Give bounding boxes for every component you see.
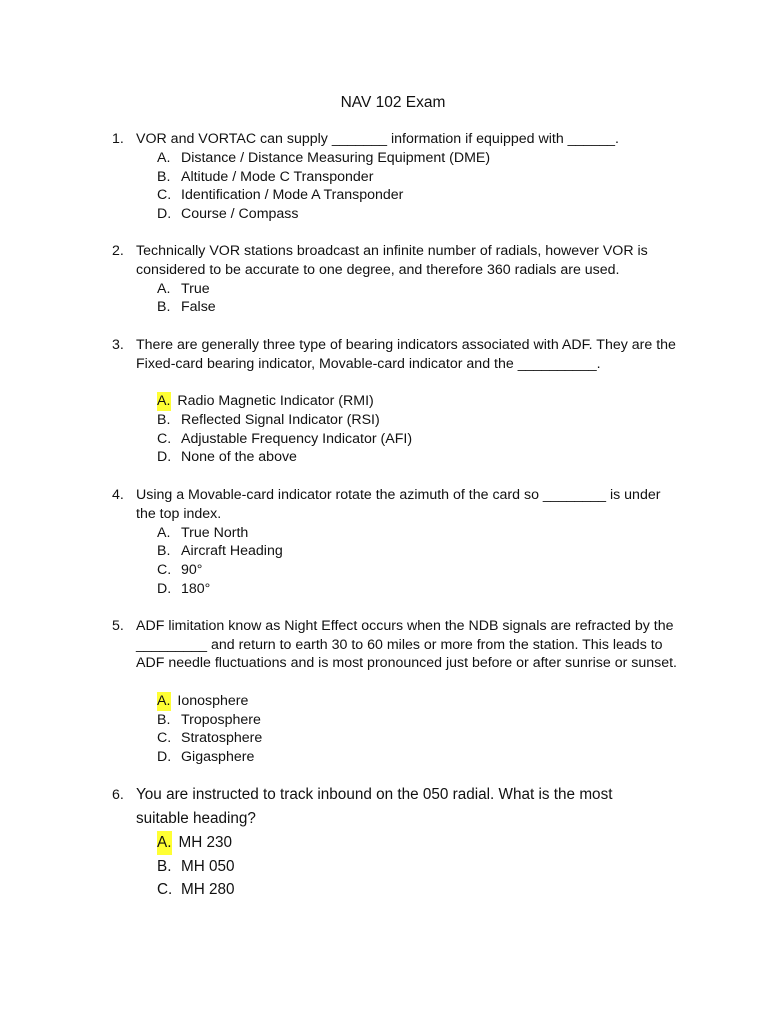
question-number: 4. — [112, 487, 124, 503]
option-a — [157, 149, 490, 168]
option-c — [157, 561, 202, 580]
option-a — [157, 831, 232, 855]
option-text: Identification / Mode A Transponder — [181, 187, 404, 203]
option-d — [157, 748, 254, 767]
option-text: Distance / Distance Measuring Equipment (DME) — [181, 150, 491, 166]
option-text: Reflected Signal Indicator (RSI) — [181, 412, 380, 428]
option-b — [157, 411, 380, 430]
option-d — [157, 448, 297, 467]
option-text: Ionosphere — [177, 693, 249, 709]
option-letter: B. — [157, 543, 171, 559]
option-letter: D. — [157, 580, 172, 597]
option-text: MH 280 — [181, 881, 235, 898]
option-letter: D. — [157, 449, 172, 465]
question-text: There are generally three type of bearing indicators associated with ADF. They are the Fixed-card bearing indicator, Movable-card indicator and the __________. — [136, 337, 676, 372]
option-letter: A. — [157, 693, 171, 709]
option-text: True — [181, 280, 210, 297]
option-text: Course / Compass — [181, 206, 299, 222]
option-text: Adjustable Frequency Indicator (AFI) — [181, 430, 413, 447]
option-text: MH 050 — [181, 857, 235, 875]
option-a — [157, 692, 248, 711]
option-text: MH 230 — [178, 834, 233, 851]
option-letter: B. — [157, 299, 171, 315]
option-b — [157, 298, 216, 317]
option-text: 180° — [181, 580, 211, 597]
option-d — [157, 205, 298, 224]
option-text: Troposphere — [181, 711, 261, 728]
option-c — [157, 729, 262, 748]
question-text: Technically VOR stations broadcast an infinite number of radials, however VOR is considered to be accurate to one degree, and therefore 360 radials are used. — [136, 243, 648, 278]
option-letter: D. — [157, 206, 172, 222]
option-text: True North — [181, 524, 249, 541]
option-b — [157, 168, 373, 187]
option-letter: C. — [157, 730, 172, 746]
option-letter: B. — [157, 168, 171, 185]
option-a — [157, 280, 210, 299]
question-text: Using a Movable-card indicator rotate the azimuth of the card so ________ is under the top index. — [136, 487, 661, 522]
option-letter: C. — [157, 881, 173, 898]
option-d — [157, 580, 210, 599]
option-letter: A. — [157, 393, 171, 409]
option-letter: C. — [157, 430, 172, 447]
option-text: Gigasphere — [181, 749, 255, 765]
option-text: Stratosphere — [181, 730, 263, 746]
question-text: VOR and VORTAC can supply _______ information if equipped with ______. — [136, 131, 619, 147]
option-letter: A. — [157, 150, 171, 166]
option-letter: C. — [157, 187, 172, 203]
question-number: 6. — [112, 787, 124, 803]
question-text: You are instructed to track inbound on the 050 radial. What is the most suitable heading? — [136, 786, 613, 827]
option-text: Aircraft Heading — [181, 543, 283, 559]
option-b — [157, 542, 283, 561]
option-a — [157, 392, 374, 411]
option-text: None of the above — [181, 449, 297, 465]
option-letter: B. — [157, 711, 171, 728]
question-number: 5. — [112, 618, 124, 634]
option-text: False — [181, 299, 216, 315]
option-c — [157, 186, 403, 205]
option-c — [157, 878, 235, 902]
option-b — [157, 855, 235, 879]
option-text: 90° — [181, 562, 203, 578]
option-letter: A. — [157, 831, 172, 855]
option-a — [157, 524, 248, 543]
option-letter: A. — [157, 280, 171, 297]
question-text: ADF limitation know as Night Effect occurs when the NDB signals are refracted by the _________ and return to earth 30 to 60 miles or more from the station. This leads to ADF needle fluctuations and is most pronounced just before or after sunrise or sunset. — [136, 618, 677, 672]
question-number: 1. — [112, 131, 124, 147]
option-text: Radio Magnetic Indicator (RMI) — [177, 393, 374, 409]
option-letter: C. — [157, 562, 172, 578]
question-number: 3. — [112, 337, 124, 353]
option-letter: B. — [157, 412, 171, 428]
option-c — [157, 430, 412, 449]
option-letter: D. — [157, 749, 172, 765]
option-text: Altitude / Mode C Transponder — [181, 168, 374, 185]
option-b — [157, 711, 261, 730]
question-number: 2. — [112, 243, 124, 259]
option-letter: A. — [157, 524, 171, 541]
page-title: NAV 102 Exam — [340, 94, 446, 111]
option-letter: B. — [157, 857, 172, 875]
